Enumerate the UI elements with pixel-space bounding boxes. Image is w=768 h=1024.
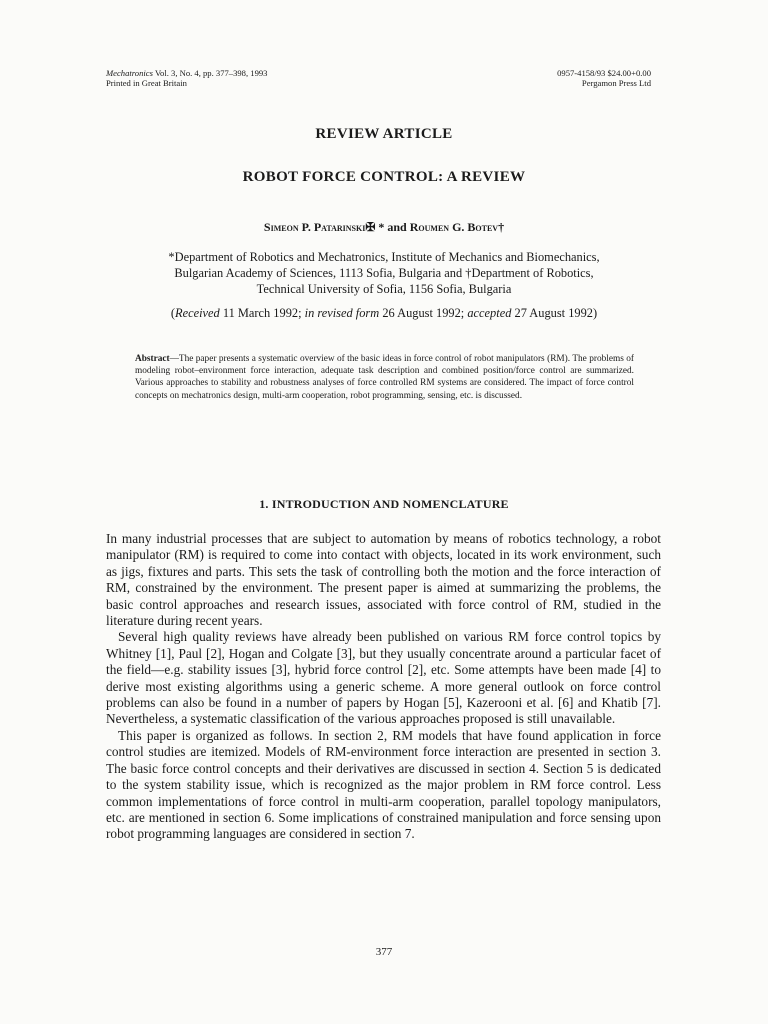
journal-header [106,68,267,88]
received-label: Received [175,306,220,320]
journal-citation: Vol. 3, No. 4, pp. 377–398, 1993 [154,68,268,78]
affiliation-line-2: Bulgarian Academy of Sciences, 1113 Sofia, Bulgaria and †Department of Robotics, [174,266,594,280]
revised-label: in revised form [304,306,380,320]
body-paragraph-1: In many industrial processes that are subject to automation by means of robotics technology, a robot manipulator (RM) is required to come into contact with objects, located in its work environment, such as jigs, fixtures and parts. This sets the task of controlling both the motion and the force interaction of RM, constrained by the environment. The present paper is aimed at summarizing the problems, the basic control approaches and research issues, associated with force control of RM, studied in the literature during recent years. [106,531,661,629]
author-2: Roumen G. Botev [409,220,499,234]
received-date: 11 March 1992; [222,306,302,320]
received-dates [106,306,662,321]
author-list [106,220,662,235]
publisher-header [557,68,651,88]
body-text [106,531,661,843]
printed-note: Printed in Great Britain [106,78,187,88]
affiliations [106,249,662,297]
journal-name: Mechatronics [106,68,153,78]
abstract-text: —The paper presents a systematic overview of the basic ideas in force control of robot manipulators (RM). The problems of modeling robot–environment force interaction, adequate task description and combined position/force control are summarized. Various approaches to stability and robustness analyses of force controlled RM systems are considered. The impact of force control concepts on mechatronics design, multi-arm cooperation, robot programming, sensing, etc. is discussed. [135,354,634,401]
author-2-mark: † [498,220,505,234]
received-open: ( [170,306,176,320]
publisher-name: Pergamon Press Ltd [581,78,651,88]
abstract-label: Abstract [135,354,170,364]
abstract [135,353,634,402]
article-type: REVIEW ARTICLE [315,126,453,142]
author-connector: and [387,220,407,234]
page-number: 377 [375,946,393,958]
body-paragraph-3: This paper is organized as follows. In section 2, RM models that have found application in force control studies are itemized. Models of RM-environment force interaction are presented in section 3. The basic force control concepts and their derivatives are discussed in section 4. Section 5 is dedicated to the system stability issue, which is recognized as the major problem in RM force control. Less common implementations of force control in multi-arm cooperation, parallel topology manipulators, etc. are mentioned in section 6. Some implications of constrained manipulation and force sensing upon robot programming languages are considered in section 7. [106,727,661,842]
affiliation-line-1: *Department of Robotics and Mechatronics, Institute of Mechanics and Biomechanics, [168,250,600,264]
body-paragraph-2: Several high quality reviews have already been published on various RM force control topics by Whitney [1], Paul [2], Hogan and Colgate [3], but they usually concentrate around a particular facet of the field—e.g. stability issues [3], hybrid force control [2], etc. Some attempts have been made [4] to derive most existing algorithms using a generic scheme. A more general outlook on force control problems can also be found in a number of papers by Hogan [5], Kazerooni et al. [6] and Khatib [7]. Nevertheless, a systematic classification of the various approaches proposed is still unavailable. [106,629,661,727]
section-heading: 1. INTRODUCTION AND NOMENCLATURE [259,497,509,511]
accepted-date: 27 August 1992) [514,306,598,320]
issn-price: 0957-4158/93 $24.00+0.00 [557,68,651,78]
journal-citation-line [106,68,267,78]
affiliation-line-3: Technical University of Sofia, 1156 Sofia, Bulgaria [256,282,512,296]
author-1-mark: ✠ * [365,220,385,234]
accepted-label: accepted [467,306,512,320]
author-1: Simeon P. Patarinski [263,220,366,234]
paper-title: ROBOT FORCE CONTROL: A REVIEW [242,169,526,185]
revised-date: 26 August 1992; [382,306,465,320]
